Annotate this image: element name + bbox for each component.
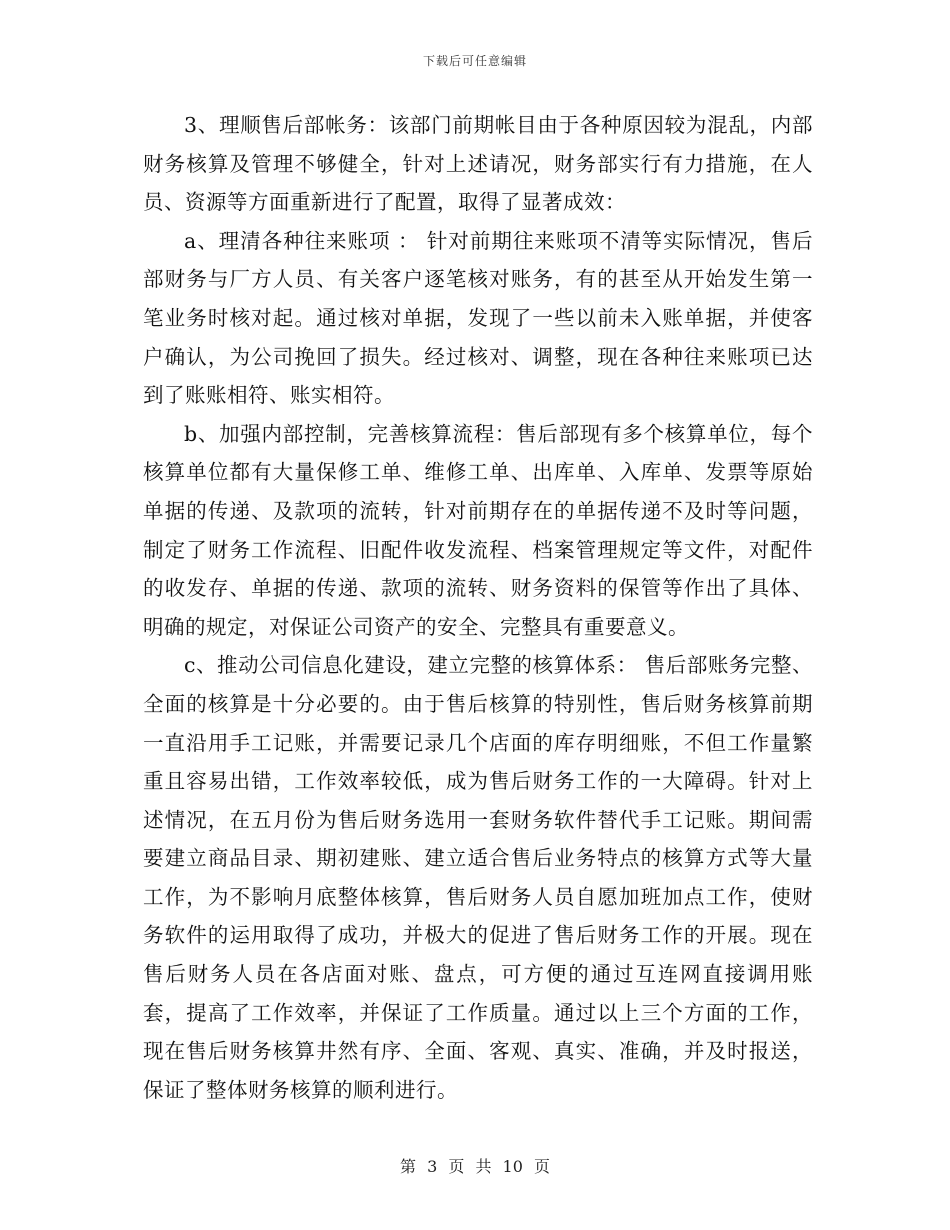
page-header: 下载后可任意编辑 — [422, 54, 527, 68]
document-body — [143, 106, 813, 1109]
paragraph-section-3: 3、理顺售后部帐务：该部门前期帐目由于各种原因较为混乱，内部财务核算及管理不够健全，针对上述请况，财务部实行有力措施，在人员、资源等方面重新进行了配置，取得了显著成效： — [143, 113, 813, 215]
page-number-footer: 第 3 页 共 10 页 — [400, 1157, 550, 1176]
paragraph-item-b: b、加强内部控制，完善核算流程：售后部现有多个核算单位，每个核算单位都有大量保修工单、维修工单、出库单、入库单、发票等原始单据的传递、及款项的流转，针对前期存在的单据传递不及时等问题，制定了财务工作流程、旧配件收发流程、档案管理规定等文件，对配件的收发存、单据的传递、款项的流转、财务资料的保管等作出了具体、明确的规定，对保证公司资产的安全、完整具有重要意义。 — [143, 421, 813, 639]
paragraph-item-c: c、推动公司信息化建设，建立完整的核算体系： 售后部账务完整、全面的核算是十分必要的。由于售后核算的特别性，售后财务核算前期一直沿用手工记账，并需要记录几个店面的库存明细账，不但工作量繁重且容易出错，工作效率较低，成为售后财务工作的一大障碍。针对上述情况，在五月份为售后财务选用一套财务软件替代手工记账。期间需要建立商品目录、期初建账、建立适合售后业务特点的核算方式等大量工作，为不影响月底整体核算，售后财务人员自愿加班加点工作，使财务软件的运用取得了成功，并极大的促进了售后财务工作的开展。现在售后财务人员在各店面对账、盘点，可方便的通过互连网直接调用账套，提高了工作效率，并保证了工作质量。通过以上三个方面的工作，现在售后财务核算井然有序、全面、客观、真实、准确，并及时报送，保证了整体财务核算的顺利进行。 — [143, 653, 813, 1102]
paragraph-item-a: a、理清各种往来账项 ： 针对前期往来账项不清等实际情况，售后部财务与厂方人员、有关客户逐笔核对账务，有的甚至从开始发生第一笔业务时核对起。通过核对单据，发现了一些以前未入账单据，并使客户确认，为公司挽回了损失。经过核对、调整，现在各种往来账项已达到了账账相符、账实相符。 — [143, 228, 813, 408]
